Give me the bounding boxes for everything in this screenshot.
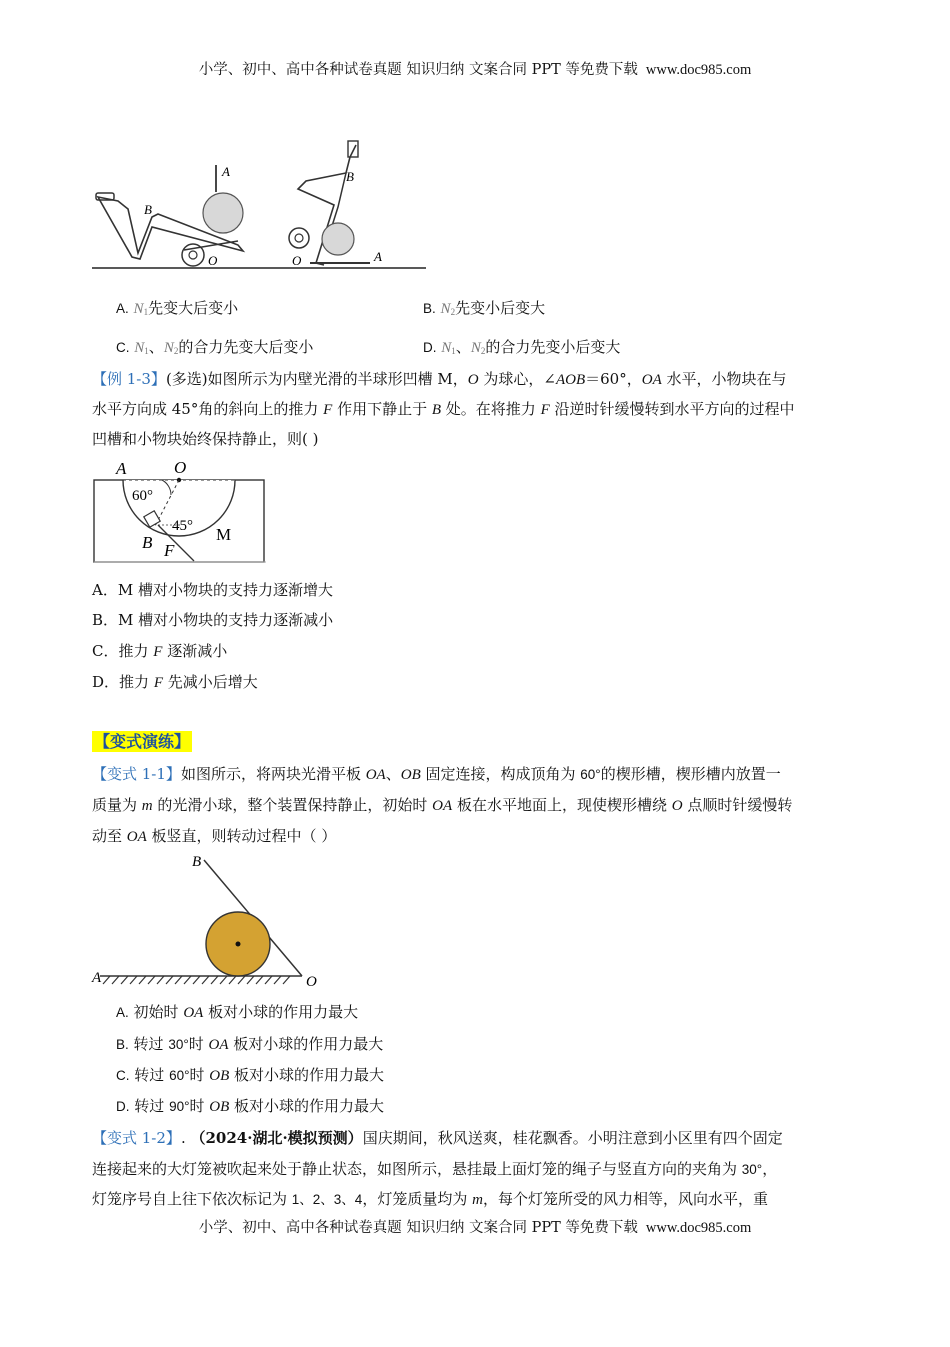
ex13-option-b[interactable]: B．M 槽对小物块的支持力逐渐减小 (92, 611, 334, 629)
v11-option-a[interactable]: A. 初始时 OA 板对小球的作用力最大 (116, 1003, 359, 1021)
v11-option-b[interactable]: B. 转过 30°时 OA 板对小球的作用力最大 (116, 1035, 384, 1053)
wedge-label-A: A (92, 970, 102, 986)
v12-line-2: 连接起来的大灯笼被吹起来处于静止状态，如图所示，悬挂最上面灯笼的绳子与竖直方向的夹角为 30°， (92, 1160, 778, 1178)
footer-url: www.doc985.com (645, 1220, 752, 1236)
header-url: www.doc985.com (645, 62, 752, 78)
ex13-label: 【例 1-3】 (92, 370, 166, 388)
v11-label: 【变式 1-1】 (92, 765, 181, 783)
v11-option-c[interactable]: C. 转过 60°时 OB 板对小球的作用力最大 (116, 1066, 385, 1084)
q12-option-d[interactable]: D. $N_1$、$N_2$的合力先变小后变大 (423, 338, 621, 356)
fig1-label-B2: B (346, 169, 354, 184)
q12-option-b[interactable]: B. $N_2$先变小后变大 (423, 299, 546, 317)
v11-option-d[interactable]: D. 转过 90°时 OB 板对小球的作用力最大 (116, 1097, 385, 1115)
ex13-option-c[interactable]: C．推力 F 逐渐减小 (92, 642, 228, 660)
fig1-label-A2: A (374, 249, 382, 264)
page-header (0, 58, 950, 79)
ex13-option-d[interactable]: D．推力 F 先减小后增大 (92, 673, 258, 691)
groove-label-O: O (174, 458, 187, 477)
header-text: 小学、初中、高中各种试卷真题 知识归纳 文案合同 PPT 等免费下载 (198, 62, 638, 78)
fig1-label-O2: O (292, 253, 302, 268)
ex13-option-a[interactable]: A．M 槽对小物块的支持力逐渐增大 (92, 581, 333, 599)
q12-option-a[interactable]: A. $N_1$先变大后变小 (116, 299, 239, 317)
v11-line-3: 动至 OA 板竖直，则转动过程中（ ） (92, 827, 337, 845)
section-title: 【变式演练】 (94, 732, 191, 751)
fig1-label-O: O (208, 253, 218, 268)
groove-label-M: M (216, 525, 232, 544)
wedge-label-B: B (192, 854, 202, 870)
ex13-line-3: 凹槽和小物块始终保持静止，则( ) (92, 430, 319, 448)
ex13-line-1: 【例 1-3】(多选)如图所示为内壁光滑的半球形凹槽 M，O 为球心，∠AOB＝60°，OA 水平，小物块在与 (92, 370, 787, 388)
groove-label-F: F (164, 541, 175, 560)
figure-carts (88, 135, 433, 275)
footer-text: 小学、初中、高中各种试卷真题 知识归纳 文案合同 PPT 等免费下载 (198, 1220, 638, 1236)
fig1-label-A: A (222, 164, 230, 179)
v12-line-1: 【变式 1-2】. （2024·湖北·模拟预测）国庆期间，秋风送爽，桂花飘香。小明注意到小区里有四个固定 (92, 1129, 783, 1147)
groove-label-45deg: 45° (172, 518, 193, 534)
groove-label-B: B (142, 533, 153, 552)
v12-line-3: 灯笼序号自上往下依次标记为 1、2、3、4，灯笼质量均为 m，每个灯笼所受的风力相等，风向水平，重 (92, 1190, 768, 1208)
figure-hemisphere-groove (88, 458, 270, 568)
groove-label-60deg: 60° (132, 488, 153, 504)
ex13-line-2: 水平方向成 45°角的斜向上的推力 F 作用下静止于 B 处。在将推力 F 沿逆时针缓慢转到水平方向的过程中 (92, 400, 795, 418)
groove-label-A: A (116, 459, 127, 478)
q12-option-c[interactable]: C. $N_1$、$N_2$的合力先变大后变小 (116, 338, 314, 356)
v12-label: 【变式 1-2】 (92, 1129, 181, 1147)
page-footer (0, 1216, 950, 1237)
fig1-label-B: B (144, 202, 152, 217)
figure-wedge-groove (88, 850, 328, 992)
v11-line-1: 【变式 1-1】如图所示，将两块光滑平板 OA、OB 固定连接，构成顶角为 60°的楔形槽，楔形槽内放置一 (92, 765, 781, 783)
wedge-label-O: O (306, 974, 317, 990)
v11-line-2: 质量为 m 的光滑小球，整个装置保持静止，初始时 OA 板在水平地面上，现使楔形槽绕 O 点顺时针缓慢转 (92, 796, 793, 814)
